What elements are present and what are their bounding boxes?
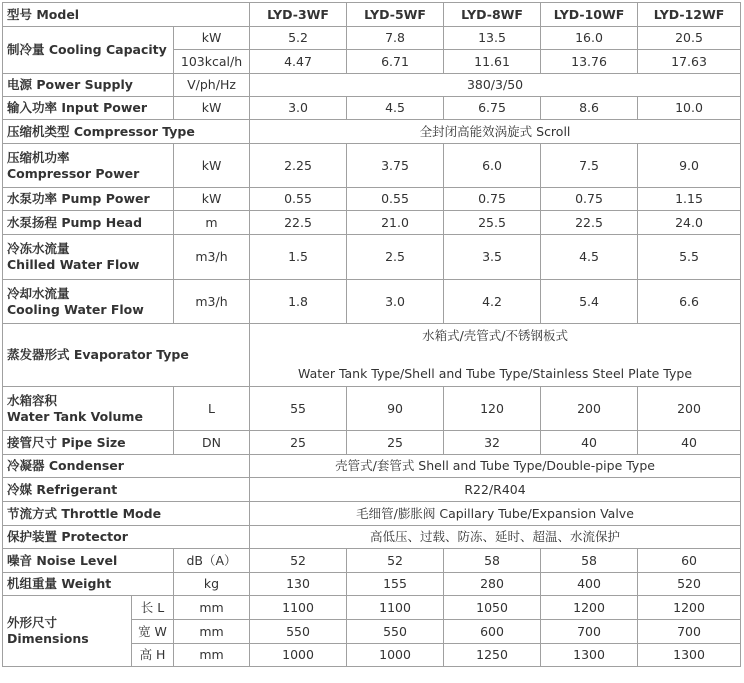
value-cell: 16.0 bbox=[541, 27, 638, 50]
value-cell: 52 bbox=[347, 549, 444, 573]
label-en: Chilled Water Flow bbox=[7, 257, 140, 272]
value-cell: 2.5 bbox=[347, 235, 444, 280]
compressor-type-label: 压缩机类型 Compressor Type bbox=[3, 120, 250, 144]
throttle-mode-value: 毛细管/膨胀阀 Capillary Tube/Expansion Valve bbox=[250, 502, 741, 526]
evaporator-type-value bbox=[250, 324, 741, 387]
value-cell: 8.6 bbox=[541, 97, 638, 120]
compressor-power-row bbox=[3, 144, 741, 188]
value-cell: 130 bbox=[250, 573, 347, 596]
value-cell: 550 bbox=[347, 620, 444, 644]
cooling-capacity-row bbox=[3, 27, 741, 50]
weight-label: 机组重量 Weight bbox=[3, 573, 174, 596]
pump-power-row bbox=[3, 188, 741, 211]
dimension-sub-label: 宽 W bbox=[132, 620, 174, 644]
condenser-row bbox=[3, 455, 741, 478]
spec-table bbox=[2, 2, 741, 667]
value-cell: 1.8 bbox=[250, 280, 347, 324]
refrigerant-row bbox=[3, 478, 741, 502]
value-cell: 22.5 bbox=[250, 211, 347, 235]
pump-power-label: 水泵功率 Pump Power bbox=[3, 188, 174, 211]
value-cell: 25 bbox=[347, 431, 444, 455]
value-cell: 3.0 bbox=[347, 280, 444, 324]
evaporator-type-en: Water Tank Type/Shell and Tube Type/Stainless Steel Plate Type bbox=[298, 366, 693, 381]
value-cell: 5.2 bbox=[250, 27, 347, 50]
value-cell: 1200 bbox=[638, 596, 741, 620]
chilled-water-flow-label bbox=[3, 235, 174, 280]
dimension-sub-label: 高 H bbox=[132, 644, 174, 667]
value-cell: 25 bbox=[250, 431, 347, 455]
protector-row bbox=[3, 526, 741, 549]
value-cell: 4.47 bbox=[250, 50, 347, 74]
value-cell: 1050 bbox=[444, 596, 541, 620]
value-cell: 6.0 bbox=[444, 144, 541, 188]
value-cell: 58 bbox=[541, 549, 638, 573]
water-tank-volume-label bbox=[3, 387, 174, 431]
value-cell: 1100 bbox=[347, 596, 444, 620]
dimension-sub-label: 长 L bbox=[132, 596, 174, 620]
protector-label: 保护装置 Protector bbox=[3, 526, 250, 549]
power-supply-row bbox=[3, 74, 741, 97]
model-name: LYD-8WF bbox=[444, 3, 541, 27]
value-cell: 0.75 bbox=[541, 188, 638, 211]
unit-cell: mm bbox=[174, 596, 250, 620]
value-cell: 55 bbox=[250, 387, 347, 431]
value-cell: 600 bbox=[444, 620, 541, 644]
value-cell: 120 bbox=[444, 387, 541, 431]
unit-cell: kW bbox=[174, 144, 250, 188]
cooling-water-flow-row bbox=[3, 280, 741, 324]
value-cell: 13.76 bbox=[541, 50, 638, 74]
compressor-power-label bbox=[3, 144, 174, 188]
cooling-water-flow-label bbox=[3, 280, 174, 324]
condenser-value: 壳管式/套管式 Shell and Tube Type/Double-pipe Type bbox=[250, 455, 741, 478]
value-cell: 52 bbox=[250, 549, 347, 573]
value-cell: 4.2 bbox=[444, 280, 541, 324]
unit-cell: kW bbox=[174, 27, 250, 50]
model-label: 型号 Model bbox=[3, 3, 250, 27]
value-cell: 1000 bbox=[250, 644, 347, 667]
unit-cell: 103kcal/h bbox=[174, 50, 250, 74]
value-cell: 400 bbox=[541, 573, 638, 596]
value-cell: 1300 bbox=[541, 644, 638, 667]
throttle-mode-label: 节流方式 Throttle Mode bbox=[3, 502, 250, 526]
value-cell: 3.0 bbox=[250, 97, 347, 120]
value-cell: 22.5 bbox=[541, 211, 638, 235]
unit-cell: kW bbox=[174, 188, 250, 211]
value-cell: 700 bbox=[541, 620, 638, 644]
protector-value: 高低压、过载、防冻、延时、超温、水流保护 bbox=[250, 526, 741, 549]
throttle-mode-row bbox=[3, 502, 741, 526]
pump-head-row bbox=[3, 211, 741, 235]
unit-cell: kg bbox=[174, 573, 250, 596]
label-en: Compressor Power bbox=[7, 165, 140, 181]
label-en: Cooling Water Flow bbox=[7, 301, 144, 317]
label-cn: 外形尺寸 bbox=[7, 615, 58, 630]
value-cell: 25.5 bbox=[444, 211, 541, 235]
value-cell: 11.61 bbox=[444, 50, 541, 74]
unit-cell: L bbox=[174, 387, 250, 431]
value-cell: 0.55 bbox=[250, 188, 347, 211]
input-power-row bbox=[3, 97, 741, 120]
evaporator-type-row bbox=[3, 324, 741, 387]
value-cell: 1.15 bbox=[638, 188, 741, 211]
weight-row bbox=[3, 573, 741, 596]
compressor-type-row bbox=[3, 120, 741, 144]
model-name: LYD-5WF bbox=[347, 3, 444, 27]
value-cell: 550 bbox=[250, 620, 347, 644]
pump-head-label: 水泵扬程 Pump Head bbox=[3, 211, 174, 235]
dimensions-label bbox=[3, 596, 132, 667]
label-en: Water Tank Volume bbox=[7, 408, 143, 424]
refrigerant-label: 冷媒 Refrigerant bbox=[3, 478, 250, 502]
value-cell: 58 bbox=[444, 549, 541, 573]
value-cell: 200 bbox=[638, 387, 741, 431]
label-cn: 水箱容积 bbox=[7, 392, 58, 408]
header-row bbox=[3, 3, 741, 27]
label-cn: 冷冻水流量 bbox=[7, 241, 70, 256]
unit-cell: mm bbox=[174, 644, 250, 667]
value-cell: 520 bbox=[638, 573, 741, 596]
chilled-water-flow-row bbox=[3, 235, 741, 280]
model-name: LYD-3WF bbox=[250, 3, 347, 27]
value-cell: 1.5 bbox=[250, 235, 347, 280]
value-cell: 0.55 bbox=[347, 188, 444, 211]
value-cell: 2.25 bbox=[250, 144, 347, 188]
value-cell: 40 bbox=[638, 431, 741, 455]
evaporator-type-cn: 水箱式/壳管式/不锈钢板式 bbox=[422, 328, 568, 343]
unit-cell: mm bbox=[174, 620, 250, 644]
value-cell: 0.75 bbox=[444, 188, 541, 211]
value-cell: 1300 bbox=[638, 644, 741, 667]
value-cell: 40 bbox=[541, 431, 638, 455]
input-power-label: 输入功率 Input Power bbox=[3, 97, 174, 120]
model-name: LYD-10WF bbox=[541, 3, 638, 27]
value-cell: 1200 bbox=[541, 596, 638, 620]
model-name: LYD-12WF bbox=[638, 3, 741, 27]
power-supply-value: 380/3/50 bbox=[250, 74, 741, 97]
value-cell: 1250 bbox=[444, 644, 541, 667]
value-cell: 1100 bbox=[250, 596, 347, 620]
value-cell: 21.0 bbox=[347, 211, 444, 235]
unit-cell: DN bbox=[174, 431, 250, 455]
value-cell: 6.6 bbox=[638, 280, 741, 324]
value-cell: 7.5 bbox=[541, 144, 638, 188]
value-cell: 17.63 bbox=[638, 50, 741, 74]
value-cell: 1000 bbox=[347, 644, 444, 667]
value-cell: 13.5 bbox=[444, 27, 541, 50]
condenser-label: 冷凝器 Condenser bbox=[3, 455, 250, 478]
power-supply-label: 电源 Power Supply bbox=[3, 74, 174, 97]
value-cell: 3.5 bbox=[444, 235, 541, 280]
label-cn: 压缩机功率 bbox=[7, 149, 70, 165]
dimension-length-row bbox=[3, 596, 741, 620]
value-cell: 6.71 bbox=[347, 50, 444, 74]
value-cell: 9.0 bbox=[638, 144, 741, 188]
unit-cell: V/ph/Hz bbox=[174, 74, 250, 97]
value-cell: 155 bbox=[347, 573, 444, 596]
value-cell: 5.4 bbox=[541, 280, 638, 324]
label-cn: 冷却水流量 bbox=[7, 285, 70, 301]
value-cell: 10.0 bbox=[638, 97, 741, 120]
value-cell: 32 bbox=[444, 431, 541, 455]
value-cell: 4.5 bbox=[541, 235, 638, 280]
compressor-type-value: 全封闭高能效涡旋式 Scroll bbox=[250, 120, 741, 144]
label-en: Dimensions bbox=[7, 631, 89, 646]
value-cell: 20.5 bbox=[638, 27, 741, 50]
value-cell: 700 bbox=[638, 620, 741, 644]
pipe-size-row bbox=[3, 431, 741, 455]
value-cell: 60 bbox=[638, 549, 741, 573]
cooling-capacity-label: 制冷量 Cooling Capacity bbox=[3, 27, 174, 74]
water-tank-volume-row bbox=[3, 387, 741, 431]
value-cell: 3.75 bbox=[347, 144, 444, 188]
unit-cell: m3/h bbox=[174, 235, 250, 280]
unit-cell: m3/h bbox=[174, 280, 250, 324]
noise-level-row bbox=[3, 549, 741, 573]
value-cell: 7.8 bbox=[347, 27, 444, 50]
noise-level-label: 噪音 Noise Level bbox=[3, 549, 174, 573]
value-cell: 90 bbox=[347, 387, 444, 431]
unit-cell: m bbox=[174, 211, 250, 235]
pipe-size-label: 接管尺寸 Pipe Size bbox=[3, 431, 174, 455]
value-cell: 5.5 bbox=[638, 235, 741, 280]
value-cell: 6.75 bbox=[444, 97, 541, 120]
value-cell: 4.5 bbox=[347, 97, 444, 120]
refrigerant-value: R22/R404 bbox=[250, 478, 741, 502]
value-cell: 200 bbox=[541, 387, 638, 431]
unit-cell: dB（A） bbox=[174, 549, 250, 573]
value-cell: 24.0 bbox=[638, 211, 741, 235]
value-cell: 280 bbox=[444, 573, 541, 596]
unit-cell: kW bbox=[174, 97, 250, 120]
evaporator-type-label: 蒸发器形式 Evaporator Type bbox=[3, 324, 250, 387]
